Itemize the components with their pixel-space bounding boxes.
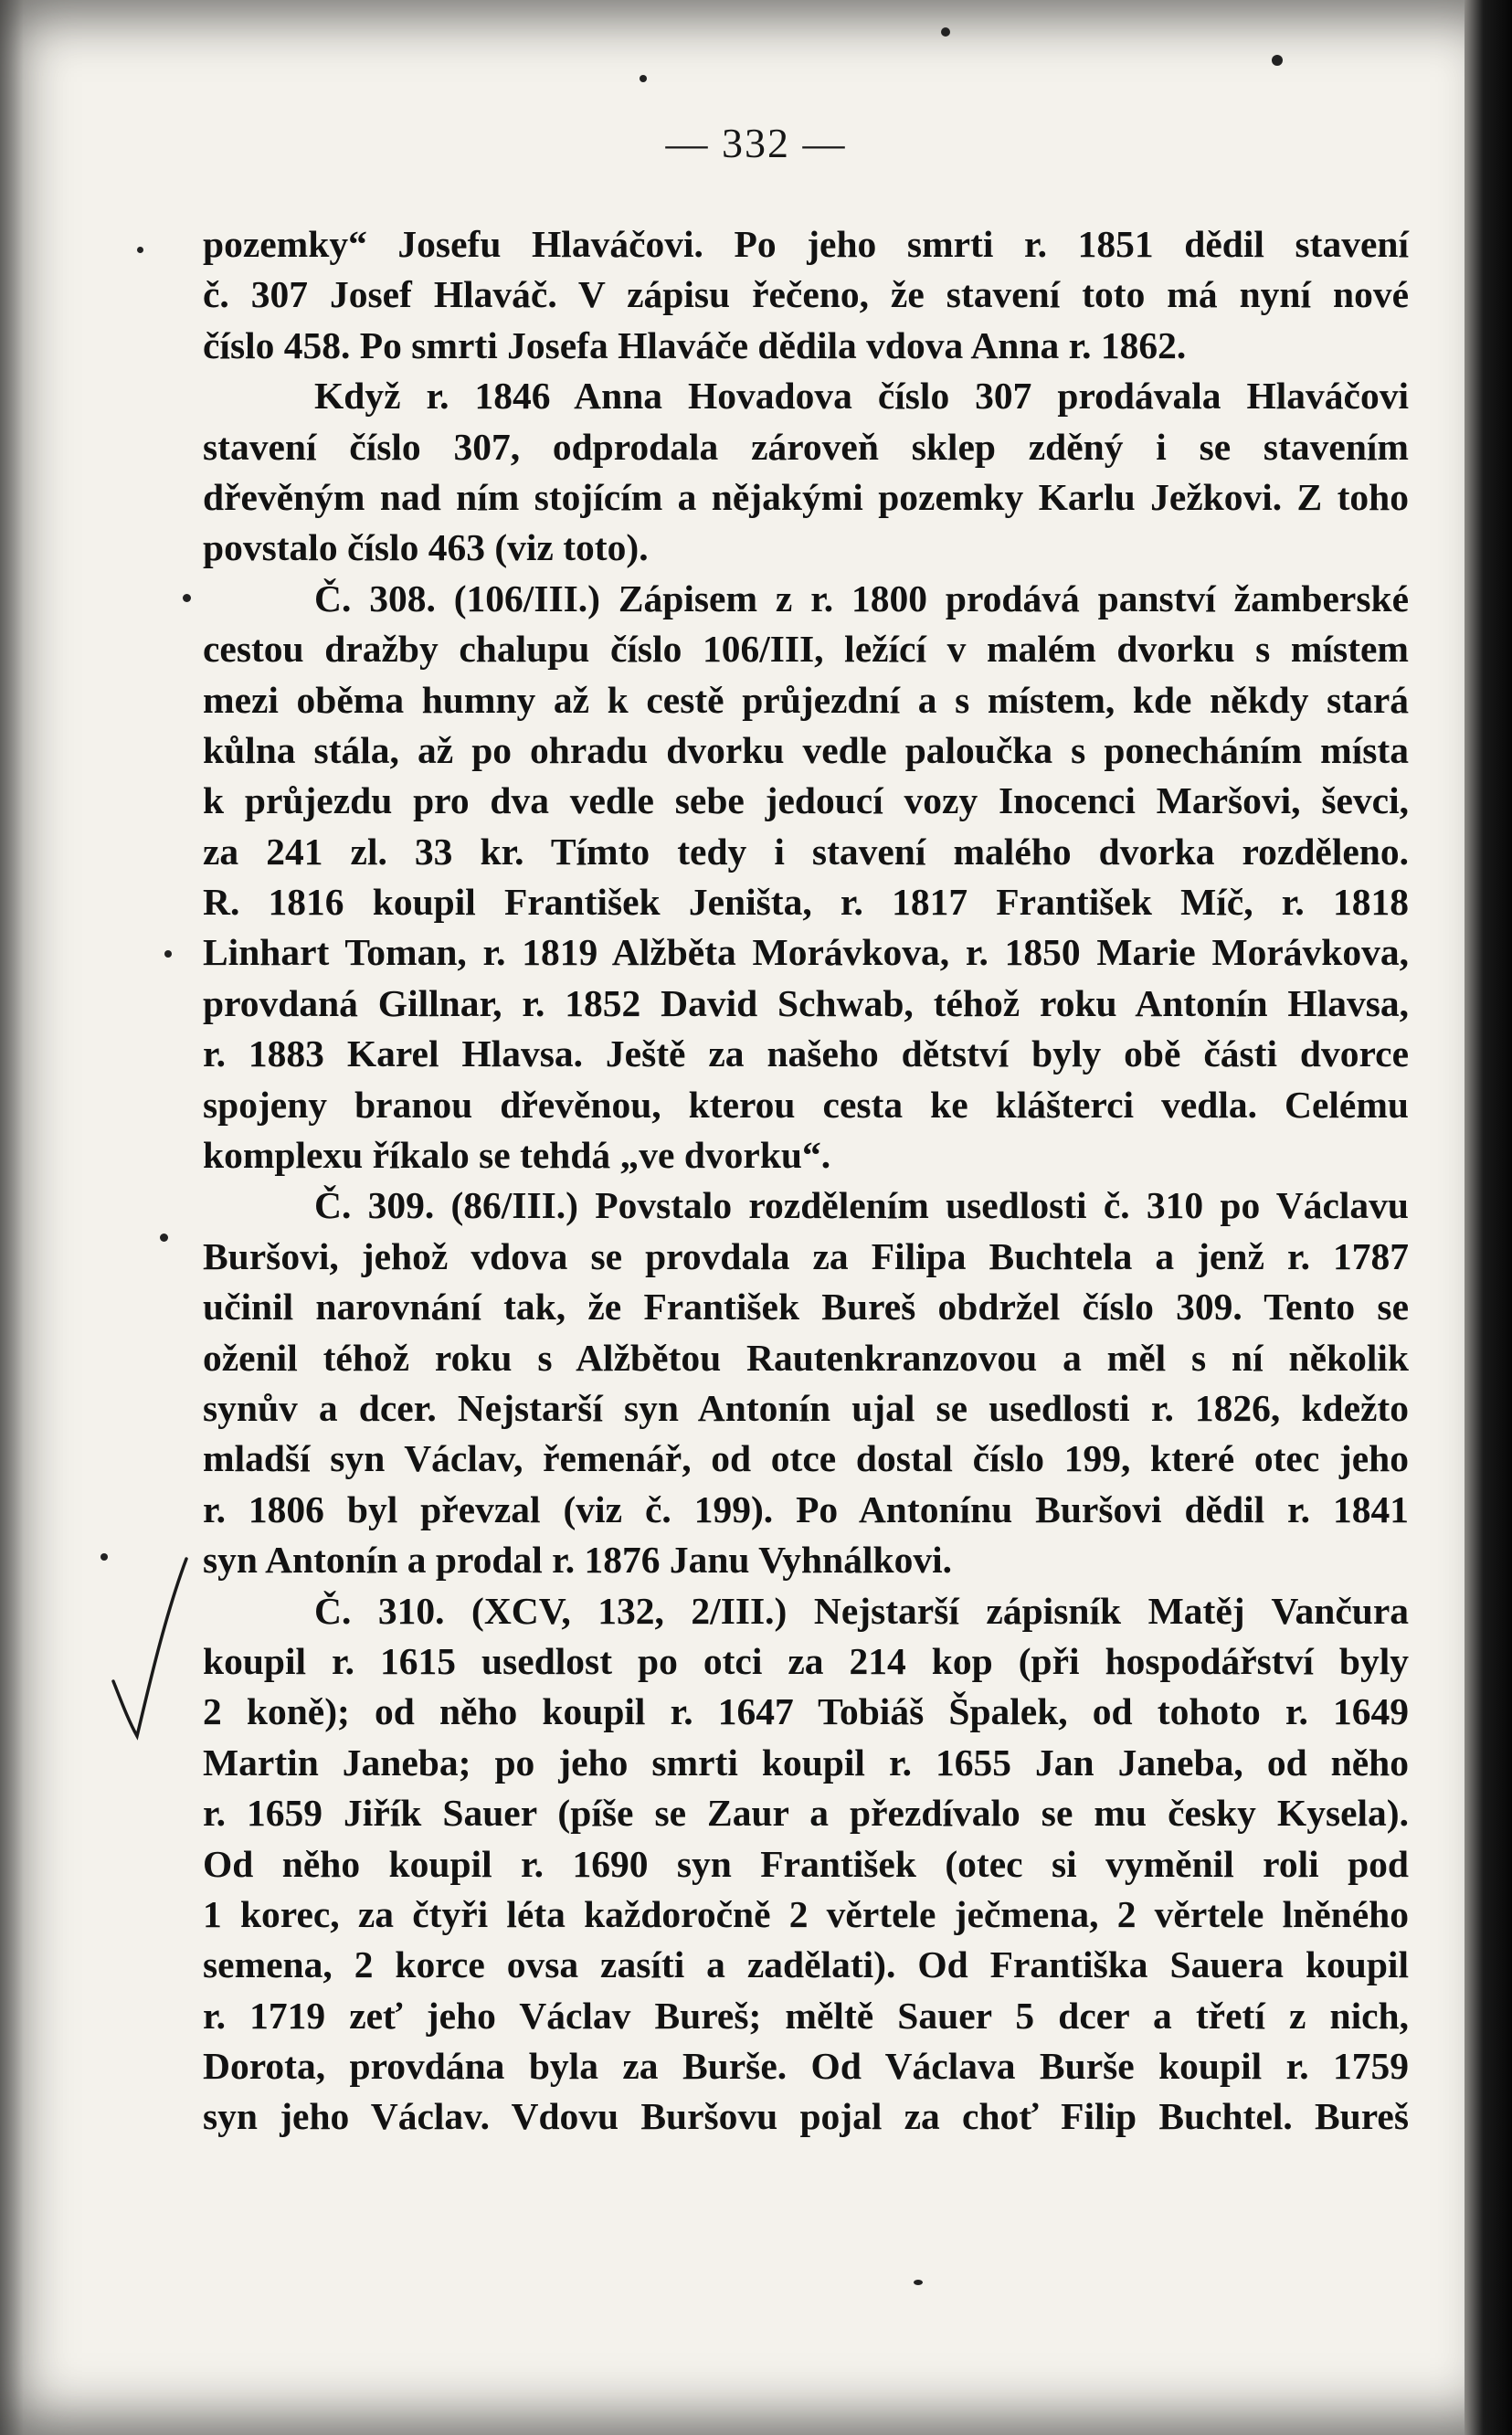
scan-speck xyxy=(100,1553,108,1561)
text-line: Když r. 1846 Anna Hovadova číslo 307 prodávala Hlaváčovi xyxy=(314,375,1409,418)
text-line: koupil r. 1615 usedlost po otci za 214 kop (při hospodářství byly xyxy=(203,1639,1409,1682)
text-line: číslo 458. Po smrti Josefa Hlaváče dědila vdova Anna r. 1862. xyxy=(203,323,1187,366)
text-line: komplexu říkalo se tehdá „ve dvorku“. xyxy=(203,1134,831,1177)
text-line: Č. 309. (86/III.) Povstalo rozdělením usedlosti č. 310 po Václavu xyxy=(314,1184,1409,1227)
text-line: r. 1806 byl převzal (viz č. 199). Po Antonínu Buršovi dědil r. 1841 xyxy=(203,1487,1409,1530)
scan-speck xyxy=(914,2280,923,2285)
text-line: kůlna stála, až po ohradu dvorku vedle paloučka s ponecháním místa xyxy=(203,728,1409,771)
body-text xyxy=(203,219,1409,2143)
text-line: Č. 308. (106/III.) Zápisem z r. 1800 prodává panství žamberské xyxy=(314,577,1409,619)
text-line: učinil narovnání tak, že František Bureš obdržel číslo 309. Tento se xyxy=(203,1286,1409,1329)
scan-right-edge xyxy=(1464,0,1512,2435)
scan-speck xyxy=(941,27,950,37)
text-line: synův a dcer. Nejstarší syn Antonín ujal se usedlosti r. 1826, kdežto xyxy=(203,1386,1409,1429)
text-line: 2 koně); od něho koupil r. 1647 Tobiáš Špalek, od tohoto r. 1649 xyxy=(203,1690,1409,1733)
text-line: syn Antonín a prodal r. 1876 Janu Vyhnálkovi. xyxy=(203,1539,952,1582)
text-line: mladší syn Václav, řemenář, od otce dostal číslo 199, které otec jeho xyxy=(203,1437,1409,1480)
scan-left-edge xyxy=(0,0,24,2435)
text-line: č. 307 Josef Hlaváč. V zápisu řečeno, že stavení toto má nyní nové xyxy=(203,273,1409,316)
text-line: mezi oběma humny až k cestě průjezdní a s místem, kde někdy stará xyxy=(203,678,1409,721)
page-number: — 332 — xyxy=(665,120,847,166)
text-line: 1 korec, za čtyři léta každoročně 2 věrtele ječmena, 2 věrtele lněného xyxy=(203,1892,1409,1935)
text-line: k průjezdu pro dva vedle sebe jedoucí vozy Inocenci Maršovi, ševci, xyxy=(203,779,1409,822)
text-line: R. 1816 koupil František Jeništa, r. 1817 František Míč, r. 1818 xyxy=(203,881,1409,924)
scan-speck xyxy=(183,594,191,602)
scan-speck xyxy=(164,950,172,958)
scan-speck xyxy=(160,1233,168,1242)
text-line: Buršovi, jehož vdova se provdala za Filipa Buchtela a jenž r. 1787 xyxy=(203,1234,1409,1277)
text-line: dřevěným nad ním stojícím a nějakými pozemky Karlu Ježkovi. Z toho xyxy=(203,475,1409,518)
text-line: povstalo číslo 463 (viz toto). xyxy=(203,526,649,569)
text-line: semena, 2 korce ovsa zasíti a zadělati). Od Františka Sauera koupil xyxy=(203,1943,1409,1986)
scan-speck xyxy=(137,247,143,253)
text-line: r. 1719 zeť jeho Václav Bureš; měltě Sauer 5 dcer a třetí z nich, xyxy=(203,1994,1409,2037)
text-line: r. 1659 Jiřík Sauer (píše se Zaur a přezdívalo se mu česky Kysela). xyxy=(203,1792,1409,1835)
text-line: cestou dražby chalupu číslo 106/III, ležící v malém dvorku s místem xyxy=(203,628,1409,671)
text-line: syn jeho Václav. Vdovu Buršovu pojal za choť Filip Buchtel. Bureš xyxy=(203,2095,1409,2138)
text-line: r. 1883 Karel Hlavsa. Ještě za našeho dětství byly obě části dvorce xyxy=(203,1032,1409,1075)
text-line: Martin Janeba; po jeho smrti koupil r. 1655 Jan Janeba, od něho xyxy=(203,1741,1409,1784)
text-line: Od něho koupil r. 1690 syn František (otec si vyměnil roli pod xyxy=(203,1842,1409,1885)
text-line: Č. 310. (XCV, 132, 2/III.) Nejstarší zápisník Matěj Vančura xyxy=(314,1589,1409,1632)
text-line: pozemky“ Josefu Hlaváčovi. Po jeho smrti r. 1851 dědil stavení xyxy=(203,223,1409,265)
text-line: stavení číslo 307, odprodala zároveň sklep zděný i se stavením xyxy=(203,425,1409,468)
text-line: Dorota, provdána byla za Burše. Od Václava Burše koupil r. 1759 xyxy=(203,2045,1409,2088)
text-line: za 241 zl. 33 kr. Tímto tedy i stavení malého dvorka rozděleno. xyxy=(203,830,1409,873)
scan-speck xyxy=(1272,55,1283,66)
handwritten-checkmark xyxy=(108,1553,190,1745)
text-line: oženil téhož roku s Alžbětou Rautenkranzovou a měl s ní několik xyxy=(203,1336,1409,1379)
scan-speck xyxy=(640,75,647,82)
text-line: provdaná Gillnar, r. 1852 David Schwab, téhož roku Antonín Hlavsa, xyxy=(203,981,1409,1024)
text-line: spojeny branou dřevěnou, kterou cesta ke klášterci vedla. Celému xyxy=(203,1083,1409,1126)
text-line: Linhart Toman, r. 1819 Alžběta Morávkova, r. 1850 Marie Morávkova, xyxy=(203,931,1409,974)
